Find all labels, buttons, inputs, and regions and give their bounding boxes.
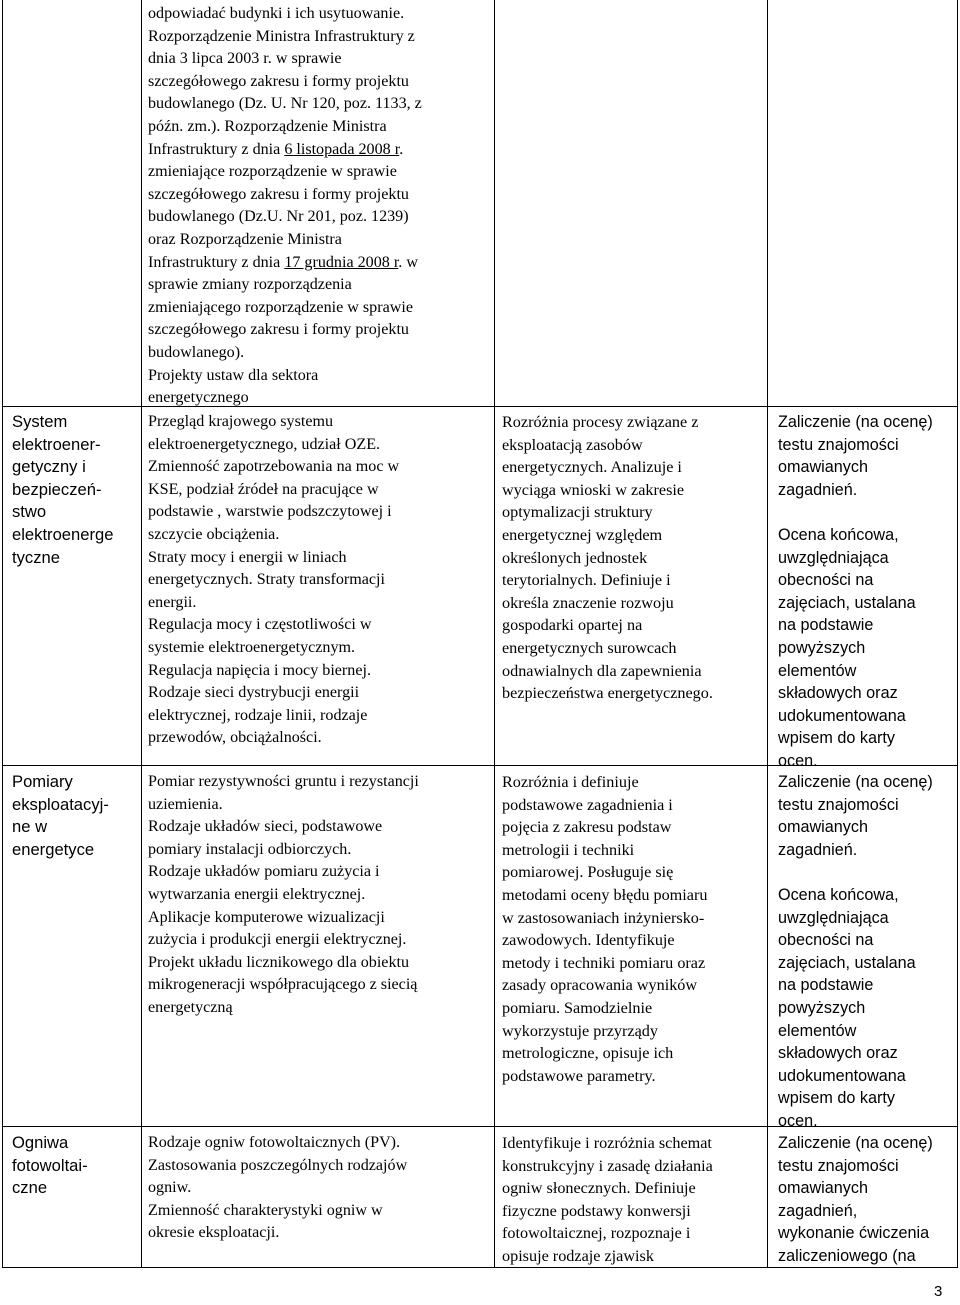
topic-line: stwo: [12, 502, 47, 522]
text-line: Rodzaje układów pomiaru zużycia i: [148, 863, 380, 881]
text-line: odpowiadać budynki i ich usytuowanie.: [148, 5, 405, 22]
text-line: zajęciach, ustalana: [778, 953, 916, 972]
text-line: konstrukcyjny i zasadę działania: [502, 1156, 713, 1175]
underlined-date: 6 listopada 2008 r: [284, 140, 400, 158]
text-fragment: Infrastruktury z dnia: [148, 140, 285, 158]
effects-cell-power-system: [502, 411, 764, 705]
text-line: pojęcia z zakresu podstaw: [502, 818, 672, 837]
text-line: bezpieczeństwa energetycznego.: [502, 684, 713, 703]
text-line: Rodzaje układów sieci, podstawowe: [148, 818, 383, 836]
table-border-left: [2, 0, 3, 1268]
text-fragment: . w: [398, 253, 418, 271]
text-line: optymalizacji struktury: [502, 503, 653, 522]
text-line: Regulacja mocy i częstotliwości w: [148, 616, 372, 634]
text-line: metodami oceny błędu pomiaru: [502, 885, 708, 904]
text-line: wytwarzania energii elektrycznej.: [148, 885, 366, 903]
topic-line: getyczny i: [12, 457, 86, 477]
page-number: 3: [934, 1283, 943, 1300]
text-line: wykorzystuje przyrządy: [502, 1021, 658, 1040]
content-cell-power-system: [148, 411, 498, 750]
text-line: budowlanego).: [148, 343, 245, 361]
text-line: powyższych: [778, 998, 866, 1017]
final-grade-paragraph: [778, 524, 954, 773]
text-line: oraz Rozporządzenie Ministra: [148, 230, 342, 248]
text-line: metody i techniki pomiaru oraz: [502, 953, 706, 972]
text-line: zagadnień,: [778, 1201, 858, 1220]
text-line: Regulacja napięcia i mocy biernej.: [148, 661, 371, 679]
text-line: szczegółowego zakresu i formy projektu: [148, 185, 409, 203]
text-line: podstawowe parametry.: [502, 1066, 656, 1085]
text-line: szczegółowego zakresu i formy projektu: [148, 321, 409, 339]
column-divider-1: [141, 0, 142, 1268]
text-line: składowych oraz: [778, 684, 898, 703]
text-line: obecności na: [778, 571, 874, 590]
text-line: Zmienność charakterystyki ogniw w: [148, 1201, 383, 1219]
text-line: ogniw słonecznych. Definiuje: [502, 1179, 696, 1198]
text-fragment: Infrastruktury z dnia: [148, 253, 285, 271]
effects-cell-photovoltaic: [502, 1132, 764, 1268]
content-cell-measurements: [148, 771, 498, 1020]
text-line: budowlanego (Dz. U. Nr 120, poz. 1133, z: [148, 95, 422, 113]
text-line: podstawie , warstwie podszczytowej i: [148, 503, 392, 521]
topic-line: fotowoltai-: [12, 1155, 88, 1175]
text-line: energetycznego: [148, 389, 249, 407]
table-border-right: [957, 0, 958, 1268]
text-line: ocen.: [778, 1111, 818, 1130]
topic-cell-measurements: [12, 771, 136, 861]
text-line: wyciąga wnioski w zakresie: [502, 480, 685, 499]
text-line: udokumentowana: [778, 1066, 906, 1085]
text-line: metrologiczne, opisuje ich: [502, 1044, 674, 1063]
text-line: metrologii i techniki: [502, 840, 635, 859]
topic-line: ne w: [12, 817, 48, 837]
text-line: zużycia i produkcji energii elektrycznej.: [148, 931, 407, 949]
text-line: pomiary instalacji odbiorczych.: [148, 840, 352, 858]
text-line: obecności na: [778, 931, 874, 950]
text-line: Zmienność zapotrzebowania na moc w: [148, 458, 400, 476]
text-line: Rozróżnia procesy związane z: [502, 413, 699, 431]
text-line: energetyczną: [148, 998, 233, 1016]
content-cell-photovoltaic: [148, 1132, 498, 1245]
text-line: fotowoltaicznej, rozpoznaje i: [502, 1224, 691, 1243]
text-line: wpisem do karty: [778, 729, 895, 748]
topic-line: Pomiary: [12, 772, 73, 791]
text-line: na podstawie: [778, 976, 874, 995]
text-line: Projekt układu licznikowego dla obiektu: [148, 953, 410, 971]
text-line: budowlanego (Dz.U. Nr 201, poz. 1239): [148, 208, 409, 226]
assessment-paragraph: [778, 411, 954, 501]
text-line: gospodarki opartej na: [502, 616, 643, 635]
text-fragment: .: [399, 140, 404, 158]
text-line: eksploatacją zasobów: [502, 435, 643, 454]
text-line: Identyfikuje i rozróżnia schemat: [502, 1134, 712, 1152]
topic-line: tyczne: [12, 547, 60, 567]
text-line: okresie eksploatacji.: [148, 1224, 280, 1242]
text-line: elementów: [778, 1021, 857, 1040]
text-line: energii.: [148, 593, 197, 611]
text-line: Zastosowania poszczególnych rodzajów: [148, 1156, 408, 1174]
text-line: [148, 139, 498, 162]
assessment-cell-measurements: [778, 771, 954, 1133]
text-line: KSE, podział źródeł na pracujące w: [148, 480, 379, 498]
text-line: energetycznych. Straty transformacji: [148, 571, 385, 589]
text-line: Zaliczenie (na ocenę): [778, 773, 933, 791]
text-line: Pomiar rezystywności gruntu i rezystancji: [148, 773, 419, 790]
topic-line: Ogniwa: [12, 1133, 69, 1152]
text-line: elektroenergetycznego, udział OZE.: [148, 435, 381, 453]
text-line: Rodzaje sieci dystrybucji energii: [148, 684, 360, 702]
text-line: udokumentowana: [778, 706, 906, 725]
text-line: składowych oraz: [778, 1044, 898, 1063]
column-divider-3: [767, 0, 768, 1268]
text-line: zasady opracowania wyników: [502, 976, 698, 995]
text-line: testu znajomości: [778, 435, 899, 454]
text-line: Przegląd krajowego systemu: [148, 413, 334, 430]
text-line: w zastosowaniach inżyniersko-: [502, 908, 705, 927]
text-line: Zaliczenie (na ocenę): [778, 413, 933, 431]
text-line: wpisem do karty: [778, 1089, 895, 1108]
text-line: mikrogeneracji współpracującego z siecią: [148, 976, 418, 994]
text-line: Projekty ustaw dla sektora: [148, 366, 319, 384]
assessment-cell-photovoltaic: [778, 1132, 954, 1268]
continued-content-cell: [148, 3, 498, 410]
topic-line: eksploatacyj-: [12, 794, 109, 814]
text-line: uwzględniająca: [778, 548, 889, 567]
text-line: energetycznych surowcach: [502, 638, 677, 657]
text-line: zagadnień.: [778, 840, 858, 859]
text-line: elektrycznej, rodzaje linii, rodzaje: [148, 706, 368, 724]
topic-line: System: [12, 412, 68, 431]
text-line: zagadnień.: [778, 480, 858, 499]
text-line: późn. zm.). Rozporządzenie Ministra: [148, 117, 387, 135]
effects-cell-measurements: [502, 771, 764, 1087]
text-line: zmieniającego rozporządzenie w sprawie: [148, 298, 413, 316]
text-line: ogniw.: [148, 1179, 192, 1197]
text-line: systemie elektroenergetycznym.: [148, 638, 356, 656]
topic-line: bezpieczeń-: [12, 479, 102, 499]
topic-line: elektroenerge: [12, 524, 114, 544]
text-line: elementów: [778, 661, 857, 680]
text-line: zawodowych. Identyfikuje: [502, 931, 675, 950]
text-line: odnawialnych dla zapewnienia: [502, 661, 702, 680]
text-line: pomiaru. Samodzielnie: [502, 998, 653, 1017]
text-line: szczegółowego zakresu i formy projektu: [148, 72, 409, 90]
topic-cell-power-system: [12, 411, 136, 569]
text-line: Straty mocy i energii w liniach: [148, 548, 347, 566]
text-line: omawianych: [778, 1179, 868, 1198]
assessment-paragraph: [778, 771, 954, 861]
text-line: wykonanie ćwiczenia: [778, 1224, 930, 1243]
text-line: omawianych: [778, 818, 868, 837]
final-grade-paragraph: [778, 884, 954, 1133]
text-line: fizyczne podstawy konwersji: [502, 1201, 691, 1220]
text-line: testu znajomości: [778, 795, 899, 814]
underlined-date: 17 grudnia 2008 r: [284, 253, 399, 271]
text-line: Aplikacje komputerowe wizualizacji: [148, 908, 385, 926]
text-line: energetycznych. Analizuje i: [502, 458, 682, 477]
topic-cell-photovoltaic: [12, 1132, 136, 1200]
text-line: opisuje rodzaje zjawisk: [502, 1246, 654, 1265]
text-line: Rozporządzenie Ministra Infrastruktury z: [148, 27, 415, 45]
text-line: szczycie obciążenia.: [148, 525, 280, 543]
text-line: przewodów, obciążalności.: [148, 729, 322, 747]
text-line: dnia 3 lipca 2003 r. w sprawie: [148, 50, 342, 68]
text-line: powyższych: [778, 638, 866, 657]
text-line: ocen.: [778, 751, 818, 770]
text-line: terytorialnych. Definiuje i: [502, 571, 671, 590]
text-line: Ocena końcowa,: [778, 525, 899, 544]
text-line: sprawie zmiany rozporządzenia: [148, 276, 352, 294]
text-line: podstawowe zagadnienia i: [502, 795, 673, 814]
text-line: energetycznej względem: [502, 525, 663, 544]
text-line: Rodzaje ogniw fotowoltaicznych (PV).: [148, 1134, 401, 1151]
text-line: Zaliczenie (na ocenę): [778, 1134, 933, 1152]
text-line: uwzględniająca: [778, 908, 889, 927]
text-line: zaliczeniowego (na: [778, 1246, 916, 1265]
topic-line: energetyce: [12, 839, 95, 859]
text-line: na podstawie: [778, 616, 874, 635]
text-line: Ocena końcowa,: [778, 885, 899, 904]
text-line: zmieniające rozporządzenie w sprawie: [148, 163, 397, 181]
text-line: pomiarowej. Posługuje się: [502, 863, 674, 882]
text-line: uziemienia.: [148, 795, 223, 813]
topic-line: elektroener-: [12, 434, 101, 454]
text-line: określonych jednostek: [502, 548, 648, 567]
text-line: zajęciach, ustalana: [778, 593, 916, 612]
text-line: testu znajomości: [778, 1156, 899, 1175]
text-line: [148, 252, 498, 275]
assessment-cell-power-system: [778, 411, 954, 773]
text-line: omawianych: [778, 458, 868, 477]
text-line: określa znaczenie rozwoju: [502, 593, 674, 612]
text-line: Rozróżnia i definiuje: [502, 773, 639, 791]
topic-line: czne: [12, 1178, 48, 1198]
